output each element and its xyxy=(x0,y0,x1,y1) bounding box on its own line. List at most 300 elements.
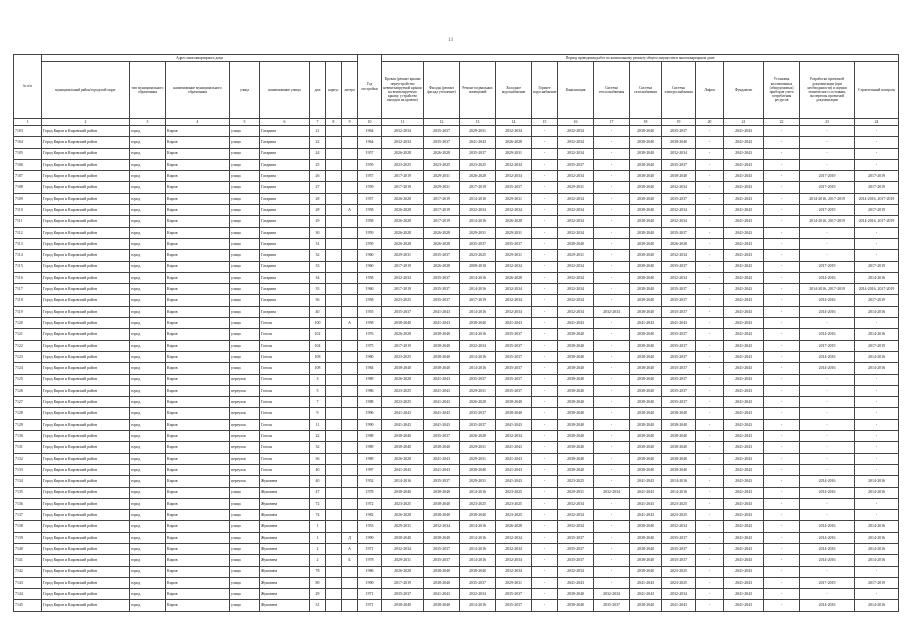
table-cell: 2014-2016 xyxy=(460,306,496,317)
table-cell: - xyxy=(855,589,899,600)
table-cell: 2014-2016 xyxy=(382,476,424,487)
table-cell: 2038-2040 xyxy=(558,351,594,362)
table-cell: 2017-2019 xyxy=(800,261,855,272)
table-cell: город xyxy=(130,329,166,340)
table-cell: - xyxy=(532,510,558,521)
table-cell: Гагарина xyxy=(260,159,310,170)
table-cell xyxy=(326,250,342,261)
table-cell: - xyxy=(800,148,855,159)
table-cell: 2041-2043 xyxy=(724,159,764,170)
col-header-9: литера xyxy=(342,62,358,119)
table-cell: - xyxy=(594,464,630,475)
table-cell xyxy=(342,193,358,204)
table-cell: город xyxy=(130,227,166,238)
table-cell: Киров xyxy=(166,442,230,453)
table-cell: 1957 xyxy=(358,148,382,159)
table-cell: 2032-2034 xyxy=(496,126,532,137)
table-cell: 2035-2037 xyxy=(662,374,696,385)
table-cell: 2029-2031 xyxy=(496,227,532,238)
table-cell: 2041-2043 xyxy=(724,532,764,543)
table-cell: 2038-2040 xyxy=(382,318,424,329)
table-cell: город xyxy=(130,182,166,193)
table-cell: город xyxy=(130,171,166,182)
table-cell: 2035-2037 xyxy=(594,600,630,611)
table-cell: Киров xyxy=(166,205,230,216)
table-cell: А xyxy=(342,318,358,329)
table-cell: улица xyxy=(230,600,260,611)
table-cell: 2041-2043 xyxy=(724,284,764,295)
table-cell: 2041-2043 xyxy=(724,521,764,532)
table-cell xyxy=(342,295,358,306)
table-cell: улица xyxy=(230,306,260,317)
table-cell xyxy=(326,442,342,453)
table-cell: - xyxy=(696,589,724,600)
table-cell xyxy=(342,408,358,419)
table-cell: 2038-2040 xyxy=(630,442,662,453)
table-cell: - xyxy=(594,363,630,374)
table-cell: 2038-2040 xyxy=(662,171,696,182)
table-cell: 2038-2040 xyxy=(630,182,662,193)
table-cell: 2041-2043 xyxy=(424,397,460,408)
table-cell: Город Киров и Кировский район xyxy=(42,543,130,554)
table-cell: Киров xyxy=(166,498,230,509)
table-body xyxy=(14,126,899,612)
table-cell: 2032-2034 xyxy=(558,272,594,283)
table-cell: 22 xyxy=(310,431,326,442)
table-cell xyxy=(342,238,358,249)
table-cell: - xyxy=(532,442,558,453)
table-row xyxy=(14,408,899,419)
table-cell: - xyxy=(532,600,558,611)
table-cell: Жуковена xyxy=(260,521,310,532)
table-cell: - xyxy=(532,498,558,509)
table-row xyxy=(14,431,899,442)
table-cell: 2032-2034 xyxy=(558,205,594,216)
table-row xyxy=(14,498,899,509)
table-cell: 32 xyxy=(310,442,326,453)
table-cell: 2038-2040 xyxy=(424,577,460,588)
table-cell: - xyxy=(532,205,558,216)
table-cell: - xyxy=(532,193,558,204)
table-cell: 2032-2034 xyxy=(460,205,496,216)
table-cell: 2041-2043 xyxy=(630,577,662,588)
table-cell: Гагарина xyxy=(260,126,310,137)
table-cell: 2023-2025 xyxy=(662,498,696,509)
table-cell: 2035-2037 xyxy=(662,340,696,351)
table-cell: Б xyxy=(342,555,358,566)
table-cell: город xyxy=(130,453,166,464)
table-cell: город xyxy=(130,521,166,532)
table-cell: - xyxy=(696,351,724,362)
table-cell: Город Киров и Кировский район xyxy=(42,397,130,408)
table-cell xyxy=(326,295,342,306)
table-cell xyxy=(326,431,342,442)
table-cell: 7109 xyxy=(14,193,42,204)
table-cell: - xyxy=(696,487,724,498)
table-cell: 2014-2016 xyxy=(800,555,855,566)
table-cell: улица xyxy=(230,159,260,170)
table-cell: 2023-2025 xyxy=(382,351,424,362)
table-cell: Город Киров и Кировский район xyxy=(42,374,130,385)
table-cell: 2014-2016 xyxy=(460,329,496,340)
table-cell: 2035-2037 xyxy=(460,148,496,159)
table-cell: - xyxy=(764,521,800,532)
table-cell: 7136 xyxy=(14,498,42,509)
table-cell: - xyxy=(855,442,899,453)
table-cell: Город Киров и Кировский район xyxy=(42,148,130,159)
table-cell: Киров xyxy=(166,284,230,295)
table-cell: - xyxy=(696,543,724,554)
table-cell: Киров xyxy=(166,193,230,204)
table-cell: 29 xyxy=(310,589,326,600)
table-cell: 2026-2028 xyxy=(382,566,424,577)
table-row xyxy=(14,521,899,532)
table-cell: - xyxy=(696,340,724,351)
table-cell: - xyxy=(855,159,899,170)
table-cell: 2014-2016 xyxy=(855,272,899,283)
table-cell: 2032-2034 xyxy=(558,261,594,272)
table-cell: город xyxy=(130,431,166,442)
table-cell: 2038-2040 xyxy=(424,498,460,509)
table-cell: - xyxy=(696,408,724,419)
table-cell: 2038-2040 xyxy=(630,385,662,396)
table-cell: 2038-2040 xyxy=(630,306,662,317)
table-cell: улица xyxy=(230,182,260,193)
table-cell: Город Киров и Кировский район xyxy=(42,295,130,306)
table-cell: 2041-2043 xyxy=(724,329,764,340)
table-cell: 2038-2040 xyxy=(558,397,594,408)
table-cell: 2035-2037 xyxy=(662,261,696,272)
table-cell: улица xyxy=(230,566,260,577)
repair-schedule-table xyxy=(13,54,899,612)
table-row xyxy=(14,566,899,577)
table-cell: - xyxy=(594,137,630,148)
column-number: 4 xyxy=(166,119,230,126)
table-cell: 2038-2040 xyxy=(662,431,696,442)
table-cell: 2038-2040 xyxy=(630,374,662,385)
table-cell: 74 xyxy=(310,510,326,521)
table-cell: - xyxy=(855,453,899,464)
table-cell: переулок xyxy=(230,464,260,475)
table-cell: 108 xyxy=(310,351,326,362)
table-cell: 2017-2019 xyxy=(800,340,855,351)
table-cell: 7127 xyxy=(14,397,42,408)
table-cell: - xyxy=(764,126,800,137)
table-cell: - xyxy=(594,318,630,329)
table-cell: Город Киров и Кировский район xyxy=(42,205,130,216)
table-cell: 2023-2025 xyxy=(662,566,696,577)
table-cell: 2038-2040 xyxy=(424,363,460,374)
col-header-4: наименование муниципального образования xyxy=(166,62,230,119)
table-cell xyxy=(326,318,342,329)
table-row xyxy=(14,329,899,340)
table-cell xyxy=(342,521,358,532)
table-cell: - xyxy=(594,419,630,430)
table-cell: улица xyxy=(230,250,260,261)
table-cell: 2032-2034 xyxy=(382,126,424,137)
table-cell: - xyxy=(764,227,800,238)
table-cell: 1996 xyxy=(358,408,382,419)
table-cell: Город Киров и Кировский район xyxy=(42,250,130,261)
table-row xyxy=(14,464,899,475)
table-cell: Гоголя xyxy=(260,318,310,329)
column-number: 8 xyxy=(326,119,342,126)
table-row xyxy=(14,182,899,193)
table-cell: 2 xyxy=(310,543,326,554)
table-cell: 1978 xyxy=(358,555,382,566)
table-cell: 2014-2016 xyxy=(800,532,855,543)
table-cell: Гоголя xyxy=(260,397,310,408)
table-cell: 2017-2019 xyxy=(800,182,855,193)
table-cell: 2041-2043 xyxy=(724,340,764,351)
table-cell: 2038-2040 xyxy=(630,555,662,566)
table-cell: 2035-2037 xyxy=(460,577,496,588)
table-cell: 2029-2031 xyxy=(558,487,594,498)
table-cell: 2032-2034 xyxy=(594,306,630,317)
table-cell: 2041-2043 xyxy=(424,453,460,464)
table-cell xyxy=(342,159,358,170)
table-row xyxy=(14,363,899,374)
table-cell: - xyxy=(532,521,558,532)
table-cell: 2026-2028 xyxy=(424,261,460,272)
table-cell: 2038-2040 xyxy=(424,510,460,521)
table-cell xyxy=(326,464,342,475)
table-cell: переулок xyxy=(230,431,260,442)
table-cell: - xyxy=(696,306,724,317)
table-cell: город xyxy=(130,284,166,295)
column-number: 13 xyxy=(460,119,496,126)
table-cell: 7105 xyxy=(14,148,42,159)
table-cell: 21 xyxy=(310,126,326,137)
table-cell: 1978 xyxy=(358,487,382,498)
table-cell: 2017-2019 xyxy=(424,205,460,216)
table-cell: 47 xyxy=(310,487,326,498)
table-cell: 2038-2040 xyxy=(460,510,496,521)
table-cell: город xyxy=(130,419,166,430)
table-cell: - xyxy=(696,431,724,442)
table-cell: 7 xyxy=(310,397,326,408)
table-cell: - xyxy=(594,182,630,193)
table-cell: 1990 xyxy=(358,577,382,588)
table-cell: - xyxy=(764,284,800,295)
table-cell: Гагарина xyxy=(260,227,310,238)
table-cell: 7116 xyxy=(14,272,42,283)
table-cell: - xyxy=(696,193,724,204)
table-cell: 2017-2019 xyxy=(460,295,496,306)
table-cell: 2041-2043 xyxy=(382,419,424,430)
table-cell: 2041-2043 xyxy=(460,137,496,148)
table-cell: 2014-2016 xyxy=(662,487,696,498)
table-cell: 2035-2037 xyxy=(424,476,460,487)
table-cell: 2041-2043 xyxy=(724,555,764,566)
table-cell: 2032-2034 xyxy=(662,272,696,283)
table-cell: Город Киров и Кировский район xyxy=(42,453,130,464)
table-cell: - xyxy=(532,476,558,487)
table-cell: - xyxy=(696,363,724,374)
table-cell xyxy=(326,340,342,351)
table-cell: 7125 xyxy=(14,374,42,385)
table-cell: 7119 xyxy=(14,306,42,317)
table-cell: - xyxy=(800,566,855,577)
table-cell: 108 xyxy=(310,363,326,374)
table-cell: 2017-2019 xyxy=(855,295,899,306)
table-header xyxy=(14,55,899,126)
table-cell: - xyxy=(764,250,800,261)
table-cell: Город Киров и Кировский район xyxy=(42,261,130,272)
table-cell: 2014-2016, 2017-2019 xyxy=(855,284,899,295)
table-cell: 2035-2037 xyxy=(558,543,594,554)
table-cell: 2041-2043 xyxy=(724,385,764,396)
table-cell xyxy=(326,272,342,283)
table-cell: улица xyxy=(230,238,260,249)
table-cell: 2014-2016 xyxy=(460,363,496,374)
table-cell: - xyxy=(696,442,724,453)
table-cell: 2032-2034 xyxy=(382,543,424,554)
table-cell: Киров xyxy=(166,600,230,611)
table-cell xyxy=(326,532,342,543)
column-number: 20 xyxy=(696,119,724,126)
table-cell: - xyxy=(594,498,630,509)
table-cell: улица xyxy=(230,555,260,566)
table-cell: 2032-2034 xyxy=(558,137,594,148)
table-cell: 2038-2040 xyxy=(382,600,424,611)
table-cell: 2035-2037 xyxy=(496,182,532,193)
table-cell: улица xyxy=(230,543,260,554)
table-cell: 2041-2043 xyxy=(724,238,764,249)
table-cell xyxy=(342,487,358,498)
table-cell: город xyxy=(130,374,166,385)
table-cell: 2038-2040 xyxy=(382,363,424,374)
table-cell: 2014-2016 xyxy=(460,521,496,532)
table-cell xyxy=(326,555,342,566)
table-cell: - xyxy=(532,555,558,566)
table-cell: - xyxy=(800,431,855,442)
table-cell: - xyxy=(764,374,800,385)
table-cell: - xyxy=(696,250,724,261)
col-header-10: Год постройки xyxy=(358,55,382,119)
table-cell: город xyxy=(130,397,166,408)
table-cell: 2035-2037 xyxy=(424,272,460,283)
table-cell: 2017-2019 xyxy=(800,577,855,588)
table-cell: - xyxy=(800,419,855,430)
table-cell: 2038-2040 xyxy=(558,340,594,351)
table-cell: 2032-2034 xyxy=(558,521,594,532)
table-cell: - xyxy=(532,363,558,374)
table-cell: 7140 xyxy=(14,543,42,554)
table-cell: 2038-2040 xyxy=(630,171,662,182)
table-cell: Гагарина xyxy=(260,148,310,159)
table-cell: - xyxy=(594,543,630,554)
table-cell: 2029-2031 xyxy=(382,555,424,566)
table-cell: Город Киров и Кировский район xyxy=(42,193,130,204)
table-cell: 2014-2016 xyxy=(800,600,855,611)
table-row xyxy=(14,171,899,182)
table-cell: 28 xyxy=(310,193,326,204)
table-cell: 2014-2016 xyxy=(800,295,855,306)
table-cell: 2032-2034 xyxy=(558,227,594,238)
table-cell: 2023-2025 xyxy=(496,487,532,498)
table-cell: 102 xyxy=(310,329,326,340)
table-cell: - xyxy=(532,408,558,419)
table-cell: 78 xyxy=(310,566,326,577)
table-cell: город xyxy=(130,532,166,543)
table-row xyxy=(14,148,899,159)
table-cell: 2035-2037 xyxy=(460,374,496,385)
table-cell: 2035-2037 xyxy=(662,532,696,543)
table-cell: Киров xyxy=(166,272,230,283)
table-cell: 2032-2034 xyxy=(662,148,696,159)
table-cell: Город Киров и Кировский район xyxy=(42,566,130,577)
table-cell: 104 xyxy=(310,340,326,351)
table-cell: 2017-2019 xyxy=(800,205,855,216)
table-cell: Киров xyxy=(166,329,230,340)
table-cell: 2026-2028 xyxy=(496,521,532,532)
table-cell: 2032-2034 xyxy=(558,171,594,182)
table-row xyxy=(14,385,899,396)
table-cell: - xyxy=(855,498,899,509)
table-cell: Киров xyxy=(166,419,230,430)
table-cell: А xyxy=(342,543,358,554)
table-cell: 2023-2025 xyxy=(382,498,424,509)
table-cell: 100 xyxy=(310,318,326,329)
table-cell xyxy=(342,171,358,182)
table-cell: 2041-2043 xyxy=(724,577,764,588)
col-header-1: № п/п xyxy=(14,55,42,119)
table-cell: Жуковена xyxy=(260,600,310,611)
table-cell: 2038-2040 xyxy=(630,453,662,464)
table-cell xyxy=(342,306,358,317)
table-cell: Киров xyxy=(166,318,230,329)
table-cell: 1989 xyxy=(358,442,382,453)
table-cell: 2041-2043 xyxy=(630,476,662,487)
table-cell: - xyxy=(594,351,630,362)
table-cell: - xyxy=(696,171,724,182)
table-cell: 2026-2028 xyxy=(424,148,460,159)
table-cell: 2041-2043 xyxy=(724,227,764,238)
table-cell: 2038-2040 xyxy=(630,159,662,170)
table-cell: 7138 xyxy=(14,521,42,532)
table-row xyxy=(14,205,899,216)
table-cell: Киров xyxy=(166,374,230,385)
table-row xyxy=(14,487,899,498)
table-cell xyxy=(326,284,342,295)
table-cell: 2041-2043 xyxy=(724,363,764,374)
table-cell: 7112 xyxy=(14,227,42,238)
table-cell: 2041-2043 xyxy=(424,589,460,600)
table-cell: 36 xyxy=(310,295,326,306)
table-cell xyxy=(342,589,358,600)
table-cell: 2041-2043 xyxy=(724,374,764,385)
table-cell: Киров xyxy=(166,227,230,238)
table-cell: - xyxy=(764,555,800,566)
table-cell: 2041-2043 xyxy=(724,600,764,611)
table-cell: - xyxy=(800,126,855,137)
table-cell: - xyxy=(764,464,800,475)
table-cell xyxy=(342,216,358,227)
table-cell: 2038-2040 xyxy=(662,464,696,475)
table-cell: - xyxy=(764,498,800,509)
table-cell: - xyxy=(800,238,855,249)
table-cell: Киров xyxy=(166,171,230,182)
table-cell: - xyxy=(696,238,724,249)
table-cell: Киров xyxy=(166,532,230,543)
table-cell xyxy=(342,397,358,408)
table-cell: 2041-2043 xyxy=(724,318,764,329)
table-cell: 2032-2034 xyxy=(558,193,594,204)
table-cell: - xyxy=(594,385,630,396)
table-cell xyxy=(326,182,342,193)
table-cell: 2035-2037 xyxy=(424,431,460,442)
